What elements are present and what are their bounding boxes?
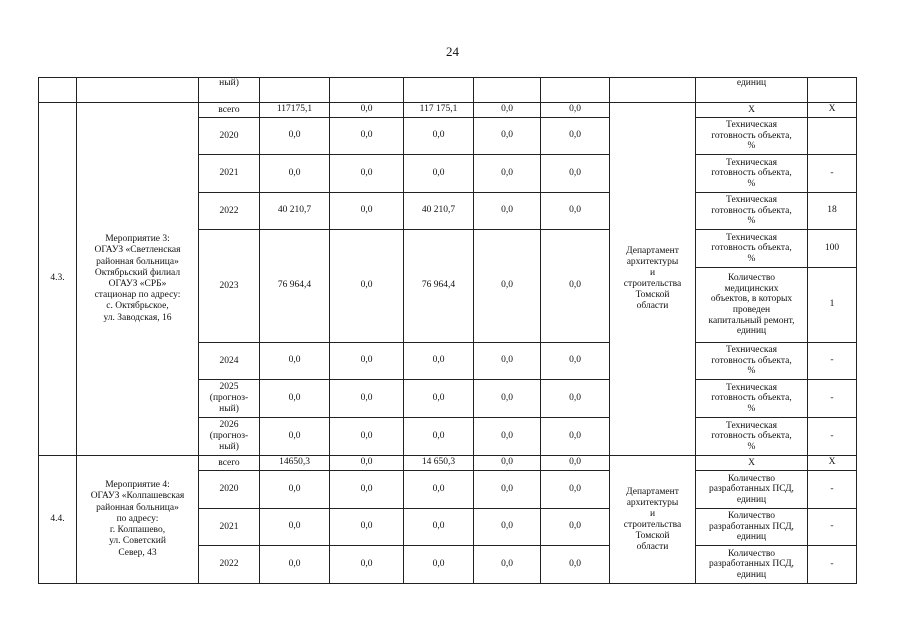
cell-year: 2021	[199, 155, 260, 193]
cell-c3: 0,0	[474, 193, 541, 230]
cell-indicator: Техническая готовность объекта, %	[696, 380, 808, 418]
cell-c1: 0,0	[330, 230, 404, 343]
cell-num	[39, 78, 77, 103]
program-table	[38, 77, 857, 584]
cell-year: 2023	[199, 230, 260, 343]
cell-c4: 0,0	[541, 230, 610, 343]
cell-value: 18	[808, 193, 857, 230]
responsible-department: Департамент архитектуры и строительства Томской области	[610, 103, 696, 456]
cell-name	[77, 78, 199, 103]
measure-number: 4.4.	[39, 456, 77, 584]
cell-c1: 0,0	[330, 155, 404, 193]
cell-total: 14650,3	[260, 456, 330, 471]
cell-indicator: Техническая готовность объекта, %	[696, 155, 808, 193]
cell-c4: 0,0	[541, 118, 610, 155]
cell-c4: 0,0	[541, 193, 610, 230]
cell-year: ный)	[199, 78, 260, 103]
cell-total: 76 964,4	[260, 230, 330, 343]
cell-c3: 0,0	[474, 155, 541, 193]
cell-value: -	[808, 380, 857, 418]
cell-total: 0,0	[260, 471, 330, 509]
cell-total	[260, 78, 330, 103]
table-row	[39, 103, 857, 118]
cell-value: 100	[808, 230, 857, 268]
cell-c3: 0,0	[474, 546, 541, 584]
cell-c1: 0,0	[330, 193, 404, 230]
cell-indicator: Техническая готовность объекта, %	[696, 418, 808, 456]
cell-c2: 0,0	[404, 343, 474, 380]
cell-c4: 0,0	[541, 471, 610, 509]
cell-c4: 0,0	[541, 418, 610, 456]
cell-c2	[404, 78, 474, 103]
cell-c2: 0,0	[404, 546, 474, 584]
cell-c4: 0,0	[541, 456, 610, 471]
cell-c2: 0,0	[404, 118, 474, 155]
table-row	[39, 456, 857, 471]
cell-year: 2024	[199, 343, 260, 380]
cell-indicator: Техническая готовность объекта, %	[696, 343, 808, 380]
cell-year: 2020	[199, 118, 260, 155]
cell-c2: 0,0	[404, 380, 474, 418]
cell-value: Х	[808, 103, 857, 118]
cell-indicator: Техническая готовность объекта, %	[696, 118, 808, 155]
cell-total: 0,0	[260, 118, 330, 155]
cell-c1: 0,0	[330, 471, 404, 509]
cell-total: 0,0	[260, 546, 330, 584]
cell-indicator: Количество разработанных ПСД, единиц	[696, 471, 808, 509]
cell-year: 2021	[199, 509, 260, 546]
cell-indicator: Количество медицинских объектов, в которых проведен капитальный ремонт, единиц	[696, 268, 808, 343]
cell-c3: 0,0	[474, 343, 541, 380]
measure-name: Мероприятие 3: ОГАУЗ «Светленская районная больница» Октябрьский филиал ОГАУЗ «СРБ» стационар по адресу: с. Октябрьское, ул. Заводская, 16	[77, 103, 199, 456]
cell-c2: 14 650,3	[404, 456, 474, 471]
cell-value: 1	[808, 268, 857, 343]
cell-c3: 0,0	[474, 418, 541, 456]
cell-value: Х	[808, 456, 857, 471]
cell-c2: 0,0	[404, 509, 474, 546]
cell-year: всего	[199, 456, 260, 471]
cell-c4: 0,0	[541, 546, 610, 584]
cell-c1: 0,0	[330, 380, 404, 418]
cell-c3: 0,0	[474, 471, 541, 509]
cell-c3: 0,0	[474, 118, 541, 155]
cell-year: 2022	[199, 546, 260, 584]
cell-c2: 0,0	[404, 155, 474, 193]
cell-value: -	[808, 471, 857, 509]
cell-value: -	[808, 155, 857, 193]
cell-c4: 0,0	[541, 155, 610, 193]
cell-c1: 0,0	[330, 456, 404, 471]
cell-total: 0,0	[260, 509, 330, 546]
cell-total: 0,0	[260, 343, 330, 380]
cell-indicator: единиц	[696, 78, 808, 103]
cell-indicator: Техническая готовность объекта, %	[696, 193, 808, 230]
measure-number: 4.3.	[39, 103, 77, 456]
cell-c2: 0,0	[404, 471, 474, 509]
cell-c1: 0,0	[330, 418, 404, 456]
cell-c1: 0,0	[330, 343, 404, 380]
cell-c1: 0,0	[330, 103, 404, 118]
cell-value: -	[808, 343, 857, 380]
page-number: 24	[446, 44, 459, 59]
cell-c3: 0,0	[474, 509, 541, 546]
cell-c3: 0,0	[474, 103, 541, 118]
cell-value: -	[808, 509, 857, 546]
cell-year: 2026 (прогноз- ный)	[199, 418, 260, 456]
cell-c2: 40 210,7	[404, 193, 474, 230]
cell-c2: 0,0	[404, 418, 474, 456]
cell-c4: 0,0	[541, 343, 610, 380]
cell-indicator: Количество разработанных ПСД, единиц	[696, 509, 808, 546]
cell-c1: 0,0	[330, 546, 404, 584]
cell-indicator: Количество разработанных ПСД, единиц	[696, 546, 808, 584]
cell-c1: 0,0	[330, 509, 404, 546]
cell-c3: 0,0	[474, 230, 541, 343]
cell-c4: 0,0	[541, 509, 610, 546]
cell-total: 117175,1	[260, 103, 330, 118]
cell-c3	[474, 78, 541, 103]
cell-c2: 76 964,4	[404, 230, 474, 343]
cell-c3: 0,0	[474, 456, 541, 471]
cell-year: 2022	[199, 193, 260, 230]
cell-total: 0,0	[260, 418, 330, 456]
cell-c3: 0,0	[474, 380, 541, 418]
cell-year: 2020	[199, 471, 260, 509]
cell-value	[808, 78, 857, 103]
cell-c4: 0,0	[541, 103, 610, 118]
cell-c1	[330, 78, 404, 103]
cell-year: всего	[199, 103, 260, 118]
cell-total: 40 210,7	[260, 193, 330, 230]
cell-c4: 0,0	[541, 380, 610, 418]
cell-indicator: Техническая готовность объекта, %	[696, 230, 808, 268]
cell-indicator: Х	[696, 103, 808, 118]
cell-c4	[541, 78, 610, 103]
cell-year: 2025 (прогноз- ный)	[199, 380, 260, 418]
cell-indicator: Х	[696, 456, 808, 471]
responsible-department: Департамент архитектуры и строительства Томской области	[610, 456, 696, 584]
cell-responsible	[610, 78, 696, 103]
cell-c2: 117 175,1	[404, 103, 474, 118]
cell-value: -	[808, 418, 857, 456]
cell-c1: 0,0	[330, 118, 404, 155]
cell-value	[808, 118, 857, 155]
continuation-row	[39, 78, 857, 103]
cell-value: -	[808, 546, 857, 584]
cell-total: 0,0	[260, 155, 330, 193]
cell-total: 0,0	[260, 380, 330, 418]
measure-name: Мероприятие 4: ОГАУЗ «Колпашевская районная больница» по адресу: г. Колпашево, ул. Советский Север, 43	[77, 456, 199, 584]
